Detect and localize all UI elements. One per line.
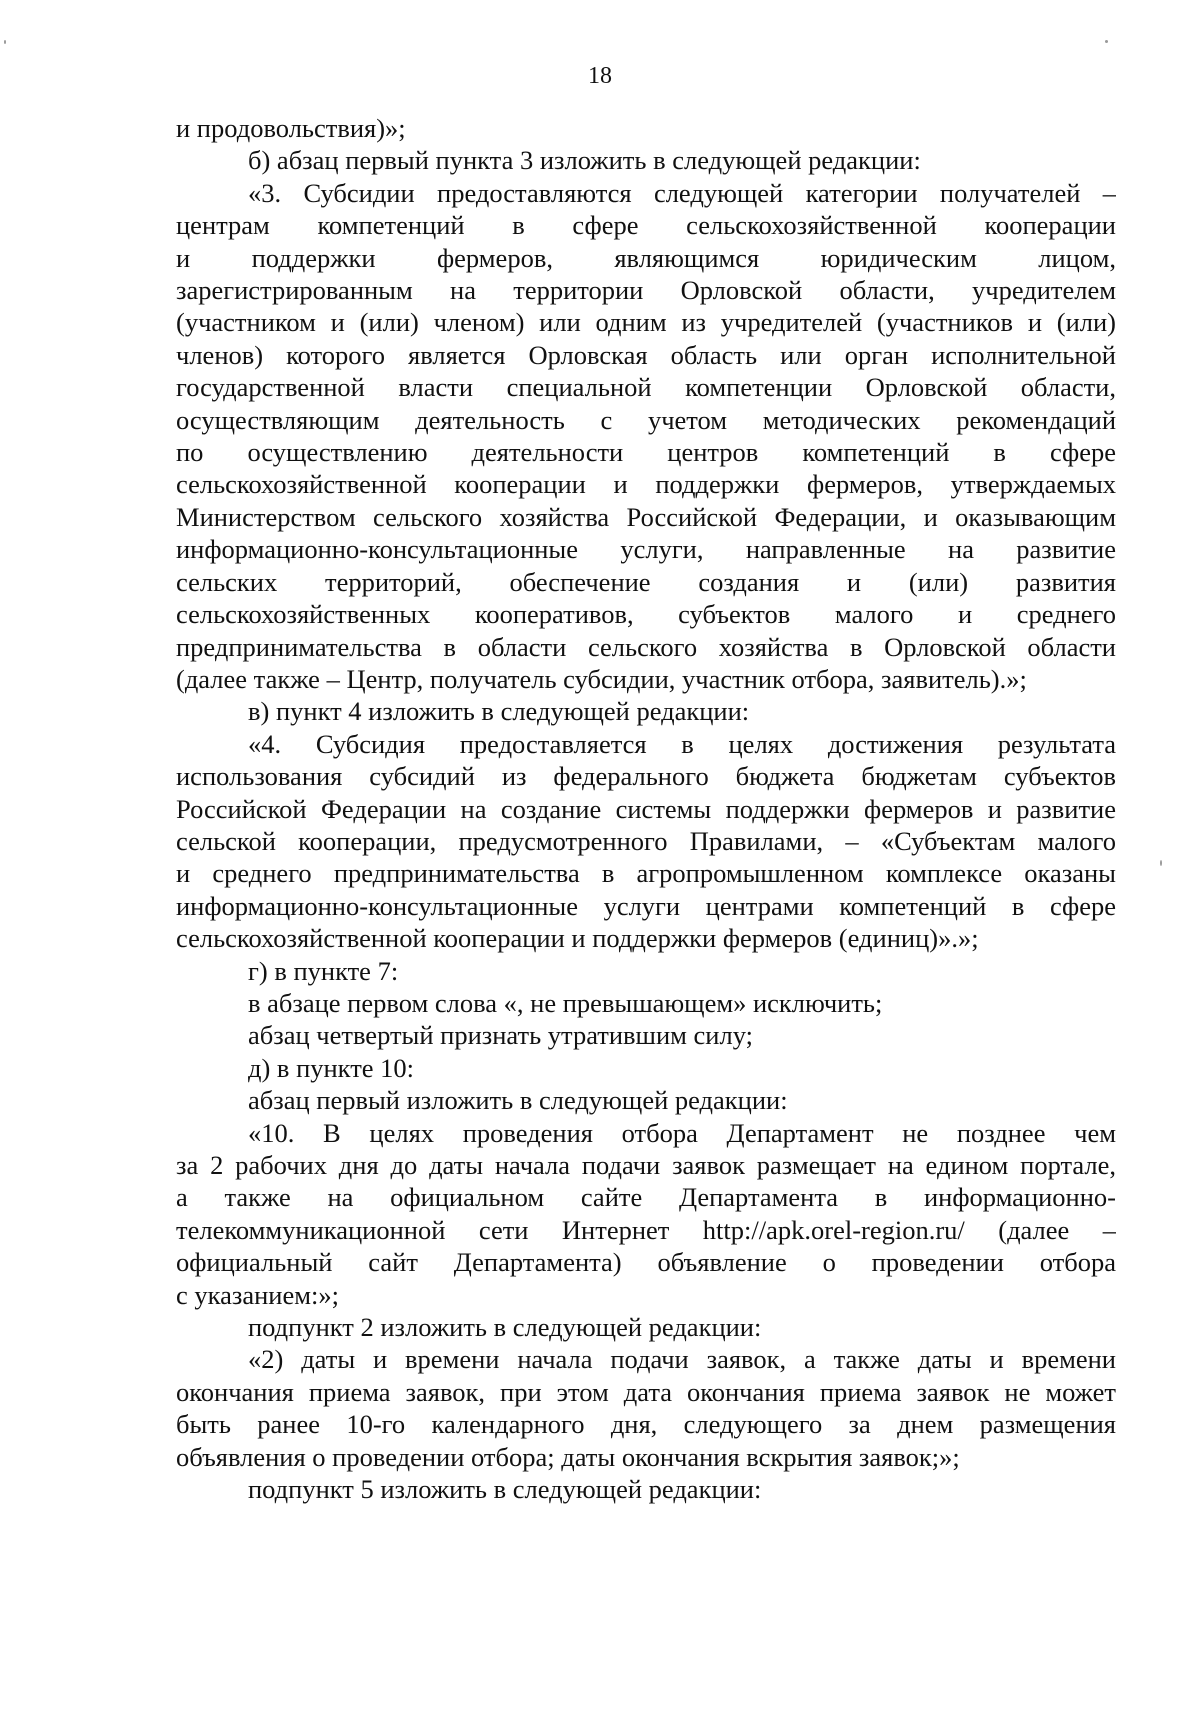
document-line: сельскохозяйственной кооперации и поддержки фермеров (единиц)».»; xyxy=(176,923,979,954)
document-line: объявления о проведении отбора; даты окончания вскрытия заявок;»; xyxy=(176,1441,960,1472)
document-line: членов) которого является Орловская область или орган исполнительной xyxy=(176,339,1116,370)
document-line: абзац четвертый признать утратившим силу; xyxy=(248,1020,753,1051)
scan-artifact xyxy=(4,40,6,44)
document-line: (далее также – Центр, получатель субсидии, участник отбора, заявитель).»; xyxy=(176,663,1027,694)
document-line: а также на официальном сайте Департамента в информационно- xyxy=(176,1182,1116,1213)
document-line: «4. Субсидия предоставляется в целях достижения результата xyxy=(248,728,1116,759)
document-line: сельскохозяйственных кооперативов, субъектов малого и среднего xyxy=(176,599,1116,630)
document-line: и поддержки фермеров, являющимся юридическим лицом, xyxy=(176,242,1116,273)
document-line: д) в пункте 10: xyxy=(248,1052,415,1083)
document-line: государственной власти специальной компетенции Орловской области, xyxy=(176,372,1116,403)
document-line: с указанием:»; xyxy=(176,1279,339,1310)
document-line: «3. Субсидии предоставляются следующей категории получателей – xyxy=(248,177,1116,208)
document-line: за 2 рабочих дня до даты начала подачи заявок размещает на едином портале, xyxy=(176,1150,1116,1180)
scan-artifact xyxy=(1105,40,1108,43)
document-line: «2) даты и времени начала подачи заявок, а также даты и времени xyxy=(248,1344,1116,1375)
scan-artifact xyxy=(1160,860,1162,866)
document-line: телекоммуникационной сети Интернет http://apk.orel-region.ru/ (далее – xyxy=(176,1214,1116,1245)
document-line: Российской Федерации на создание системы поддержки фермеров и развитие xyxy=(176,793,1116,824)
document-line: г) в пункте 7: xyxy=(248,955,399,986)
document-line: б) абзац первый пункта 3 изложить в следующей редакции: xyxy=(248,145,921,176)
document-line: абзац первый изложить в следующей редакции: xyxy=(248,1085,788,1116)
document-line: сельской кооперации, предусмотренного Правилами, – «Субъектам малого xyxy=(176,825,1116,856)
document-line: в) пункт 4 изложить в следующей редакции: xyxy=(248,696,750,727)
document-line: сельских территорий, обеспечение создания и (или) развития xyxy=(176,566,1116,597)
document-line: по осуществлению деятельности центров компетенций в сфере xyxy=(176,437,1116,468)
document-line: «10. В целях проведения отбора Департамент не позднее чем xyxy=(248,1117,1116,1148)
page-number: 18 xyxy=(588,63,612,89)
document-line: Министерством сельского хозяйства Российской Федерации, и оказывающим xyxy=(176,501,1116,532)
document-line: информационно-консультационные услуги центрами компетенций в сфере xyxy=(176,890,1116,921)
document-line: предпринимательства в области сельского хозяйства в Орловской области xyxy=(176,631,1116,662)
document-line: сельскохозяйственной кооперации и поддержки фермеров, утверждаемых xyxy=(176,469,1116,500)
document-line: (участником и (или) членом) или одним из учредителей (участников и (или) xyxy=(176,307,1116,338)
document-line: и среднего предпринимательства в агропромышленном комплексе оказаны xyxy=(176,858,1116,889)
document-line: окончания приема заявок, при этом дата окончания приема заявок не может xyxy=(176,1376,1116,1407)
document-line: подпункт 5 изложить в следующей редакции: xyxy=(248,1474,762,1505)
document-line: зарегистрированным на территории Орловской области, учредителем xyxy=(176,275,1116,306)
document-line: центрам компетенций в сфере сельскохозяйственной кооперации xyxy=(176,210,1116,241)
document-line: официальный сайт Департамента) объявление о проведении отбора xyxy=(176,1247,1116,1278)
document-line: информационно-консультационные услуги, направленные на развитие xyxy=(176,534,1116,565)
document-line: использования субсидий из федерального бюджета бюджетам субъектов xyxy=(176,761,1116,792)
document-line: в абзаце первом слова «, не превышающем» исключить; xyxy=(248,987,883,1018)
document-line: осуществляющим деятельность с учетом методических рекомендаций xyxy=(176,404,1116,435)
document-line: быть ранее 10-го календарного дня, следующего за днем размещения xyxy=(176,1409,1116,1440)
document-body xyxy=(176,112,1116,1505)
document-line: и продовольствия)»; xyxy=(176,113,406,143)
document-line: подпункт 2 изложить в следующей редакции: xyxy=(248,1312,762,1343)
